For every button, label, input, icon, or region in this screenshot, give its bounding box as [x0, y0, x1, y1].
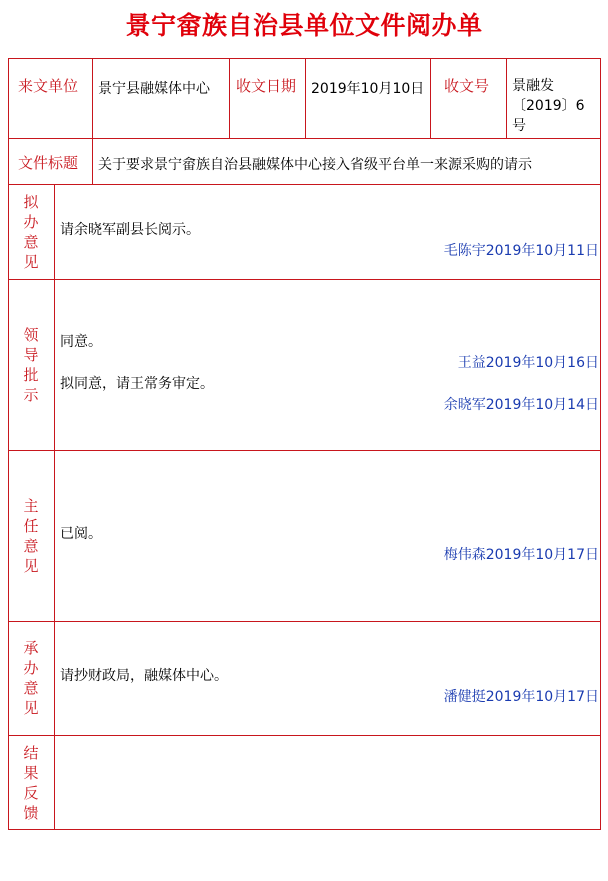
row-divider [8, 450, 601, 451]
handler-opinion-label: 承办意见 [23, 639, 39, 717]
col-divider [54, 184, 55, 830]
doc-no-label: 收文号 [444, 77, 490, 95]
from-unit-value: 景宁县融媒体中心 [98, 81, 210, 97]
col-divider [506, 58, 507, 138]
col-divider [92, 138, 93, 184]
handler-opinion-signature: 潘健挺2019年10月17日 [443, 689, 599, 705]
draft-opinion-text: 请余晓军副县长阅示。 [60, 222, 200, 238]
col-divider [229, 58, 230, 138]
row-divider [8, 279, 601, 280]
form-title: 景宁畲族自治县单位文件阅办单 [125, 11, 483, 40]
received-date-value: 2019年10月10日 [311, 81, 425, 97]
result-feedback-cell [55, 736, 600, 829]
leader-instruction-signature: 余晓军2019年10月14日 [443, 397, 599, 413]
director-opinion-text: 已阅。 [60, 526, 102, 542]
received-date-label: 收文日期 [236, 77, 297, 95]
leader-instruction-text: 拟同意，请王常务审定。 [60, 376, 214, 392]
col-divider [305, 58, 306, 138]
row-divider [8, 138, 601, 139]
handler-opinion-text: 请抄财政局，融媒体中心。 [60, 668, 228, 684]
subject-value: 关于要求景宁畲族自治县融媒体中心接入省级平台单一来源采购的请示 [98, 157, 532, 173]
leader-instruction-text: 同意。 [60, 334, 102, 350]
leader-instruction-signature: 王益2019年10月16日 [457, 355, 599, 371]
result-feedback-label: 结果反馈 [23, 743, 39, 822]
subject-label: 文件标题 [18, 154, 79, 172]
leader-instruction-label: 领导批示 [23, 325, 39, 404]
from-unit-label: 来文单位 [18, 77, 79, 95]
director-opinion-label: 主任意见 [23, 496, 39, 575]
col-divider [430, 58, 431, 138]
doc-no-value: 景融发〔2019〕6号 [512, 78, 585, 134]
draft-opinion-label: 拟办意见 [23, 192, 39, 271]
row-divider [8, 621, 601, 622]
row-divider [8, 184, 601, 185]
col-divider [92, 58, 93, 138]
draft-opinion-signature: 毛陈宇2019年10月11日 [443, 243, 599, 259]
director-opinion-signature: 梅伟森2019年10月17日 [443, 547, 599, 563]
